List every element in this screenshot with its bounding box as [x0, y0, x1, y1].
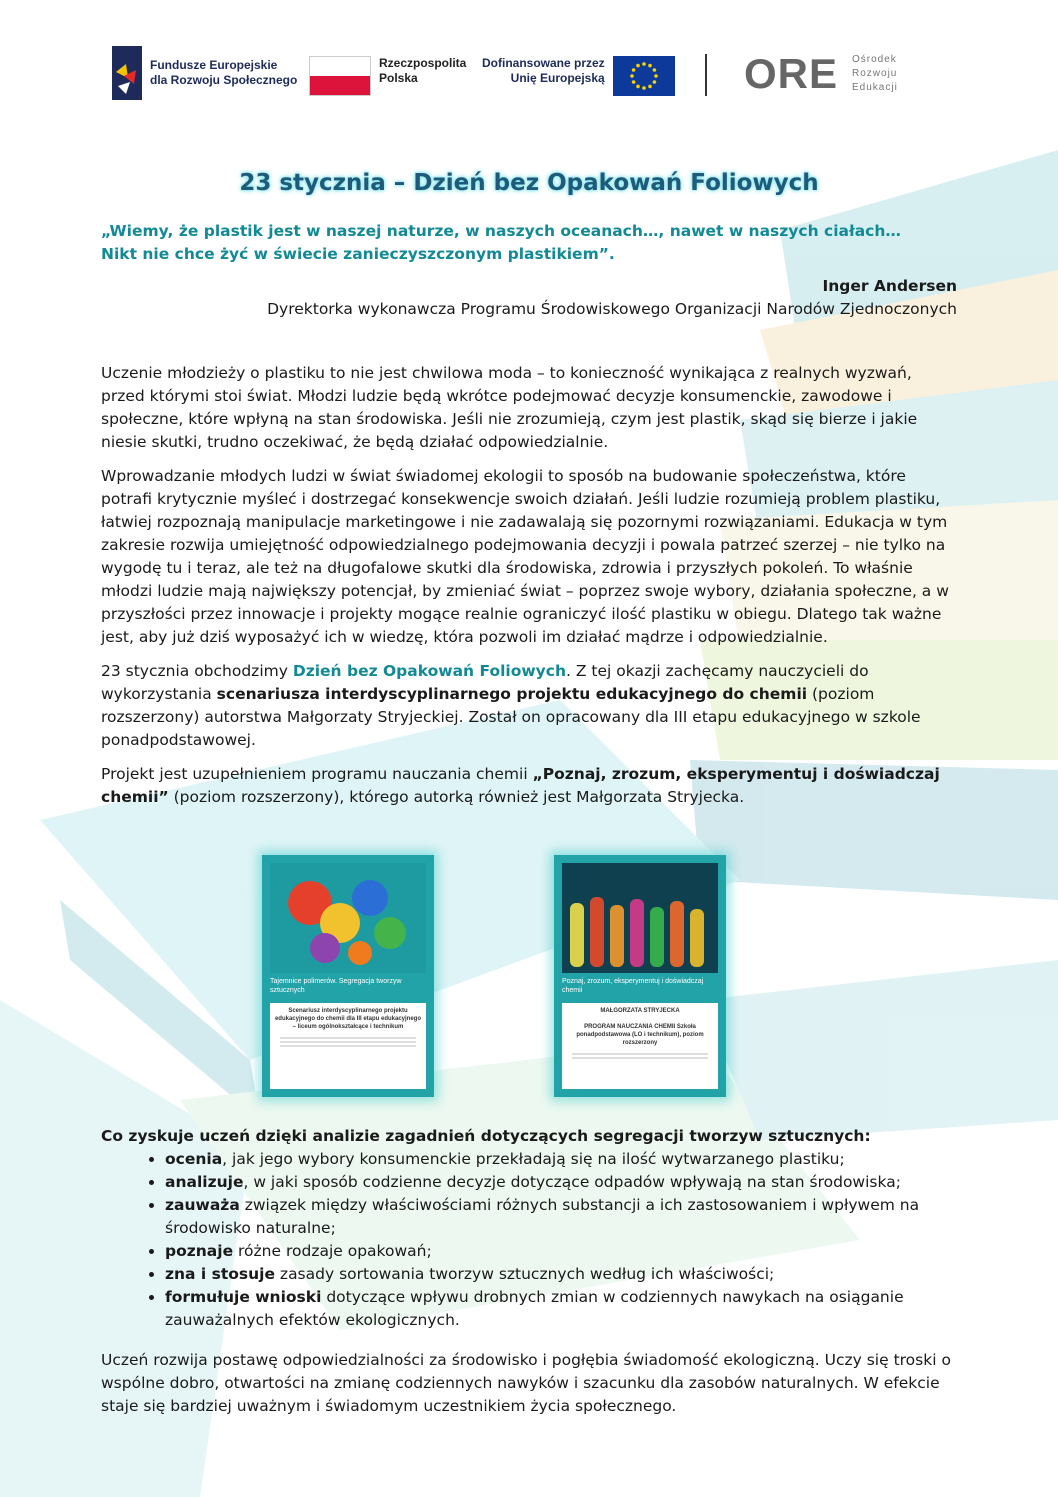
- scenario-cover-title: Tajemnice polimerów. Segregacja tworzyw sztucznych: [270, 978, 402, 994]
- scenario-cover[interactable]: [262, 855, 434, 1097]
- logo-separator: [705, 54, 707, 96]
- rp-line1: Rzeczpospolita: [379, 56, 467, 70]
- paragraph-4: [101, 763, 957, 809]
- item-text: , w jaki sposób codzienne decyzje dotyczące odpadów wpływają na stan środowiska;: [243, 1173, 901, 1191]
- p4-text-a: Projekt jest uzupełnieniem programu nauczania chemii: [101, 765, 533, 783]
- p3-text-e: (poziom rozszerzony) autorstwa Małgorzaty Stryjeckiej. Został on opracowany dla III etapu edukacyjnego w szkole ponadpodstawowej.: [101, 685, 921, 749]
- eu-flag-icon: [613, 56, 675, 96]
- author-role: Dyrektorka wykonawcza Programu Środowiskowego Organizacji Narodów Zjednoczonych: [267, 300, 957, 318]
- article-body: [101, 362, 957, 820]
- quote-author: [267, 275, 957, 321]
- list-item: [165, 1263, 957, 1286]
- program-cover-title: Poznaj, zrozum, eksperymentuj i doświadczaj chemii: [562, 978, 704, 994]
- fe-line1: Fundusze Europejskie: [150, 58, 278, 72]
- ue-line2: Unię Europejską: [510, 71, 605, 85]
- item-keyword: zna i stosuje: [165, 1265, 275, 1283]
- ue-line1: Dofinansowane przez: [482, 56, 605, 70]
- closing-paragraph: Uczeń rozwija postawę odpowiedzialności za środowisko i pogłębia świadomość ekologiczną. Uczy się troski o wspólne dobro, otwartości na zmianę codziennych nawyków i szacunku dla zasobów naturalnych. W efekcie staje się bardziej uważnym i świadomym uczestnikiem życia społecznego.: [101, 1351, 951, 1415]
- rp-line2: Polska: [379, 71, 418, 85]
- p3-text-c: . Z tej okazji zachęcamy nauczycieli do wykorzystania: [101, 662, 869, 703]
- item-keyword: analizuje: [165, 1173, 244, 1191]
- list-item: [165, 1171, 957, 1194]
- benefits-list: [101, 1148, 957, 1332]
- ore-line3: Edukacji: [852, 82, 898, 93]
- ore-logo: [744, 50, 898, 98]
- item-text: zasady sortowania tworzyw sztucznych według ich właściwości;: [275, 1265, 775, 1283]
- quote: [101, 220, 961, 266]
- list-item: [165, 1240, 957, 1263]
- program-title: „Poznaj, zrozum, eksperymentuj i doświadczaj chemii”: [101, 765, 940, 806]
- program-cover[interactable]: [554, 855, 726, 1097]
- program-cover-panel: [562, 1003, 718, 1089]
- scenario-cover-panel: [270, 1003, 426, 1089]
- author-name: Inger Andersen: [822, 277, 957, 295]
- item-text: dotyczące wpływu drobnych zmian w codziennych nawykach na osiąganie zauważalnych efektów ekologicznych.: [165, 1288, 904, 1329]
- rzeczpospolita-logo: [309, 56, 466, 96]
- item-keyword: poznaje: [165, 1242, 234, 1260]
- ue-logo: [482, 56, 675, 96]
- test-tubes-image: [562, 863, 718, 973]
- scenario-title: scenariusza interdyscyplinarnego projektu edukacyjnego do chemii: [216, 685, 808, 703]
- fe-line2: dla Rozwoju Społecznego: [150, 73, 298, 87]
- paragraph-2: Wprowadzanie młodych ludzi w świat świadomej ekologii to sposób na budowanie społeczeństwa, które potrafi krytycznie myśleć i dostrzegać konsekwencje swoich działań. Jeśli ludzie rozumieją problem plastiku, łatwiej rozpoznają manipulacje marketingowe i nie zadawalają się pozornymi rozwiązaniami. Edukacja w tym zakresie rozwija umiejętność odpowiedzialnego podejmowania decyzji i powala patrzeć szerzej – nie tylko na wygodę tu i teraz, ale też na długofalowe skutki dla środowiska, zdrowia i przyszłych pokoleń. To właśnie młodzi ludzie mają największy potencjał, by zmieniać świat – poprzez swoje wybory, działania społeczne, a w przyszłości przez innowacje i projekty mogące realnie ograniczyć ilość plastiku w obiegu. Dlatego tak ważne jest, aby już dziś wyposażyć ich w wiedzę, która pozwoli im działać mądrze i odpowiedzialnie.: [101, 467, 949, 646]
- program-cover-subtitle: PROGRAM NAUCZANIA CHEMII Szkoła ponadpodstawowa (LO i technikum), poziom rozszerzony: [576, 1024, 704, 1046]
- item-keyword: ocenia: [165, 1150, 223, 1168]
- ore-mark: ORE: [744, 50, 839, 97]
- polish-flag-icon: [309, 56, 371, 96]
- ore-line2: Rozwoju: [852, 68, 898, 79]
- publication-covers: [262, 855, 742, 1105]
- p3-text-a: 23 stycznia obchodzimy: [101, 662, 293, 680]
- item-keyword: zauważa: [165, 1196, 240, 1214]
- quote-line2: Nikt nie chce żyć w świecie zanieczyszczonym plastikiem”.: [101, 245, 615, 263]
- paragraph-3: [101, 660, 957, 752]
- benefits-section: [101, 1125, 957, 1332]
- plastic-toys-image: [270, 863, 426, 973]
- item-text: różne rodzaje opakowań;: [233, 1242, 432, 1260]
- paragraph-1: Uczenie młodzieży o plastiku to nie jest chwilowa moda – to konieczność wynikająca z realnych wyzwań, przed którymi stoi świat. Młodzi ludzie będą wkrótce podejmować decyzje konsumenckie, zawodowe i społeczne, które wpłyną na stan środowiska. Jeśli nie zrozumieją, czym jest plastik, skąd się bierze i jakie niesie skutki, trudno oczekiwać, że będą działać odpowiedzialnie.: [101, 364, 918, 451]
- item-keyword: formułuje wnioski: [165, 1288, 322, 1306]
- ore-line1: Ośrodek: [852, 54, 897, 65]
- fundusze-europejskie-logo: [112, 46, 297, 100]
- list-item: [165, 1194, 957, 1240]
- header-logos: [112, 44, 902, 104]
- list-item: [165, 1286, 957, 1332]
- benefits-heading: Co zyskuje uczeń dzięki analizie zagadnień dotyczących segregacji tworzyw sztucznych:: [101, 1127, 871, 1145]
- item-text: , jak jego wybory konsumenckie przekładają się na ilość wytwarzanego plastiku;: [222, 1150, 845, 1168]
- program-cover-author: MAŁGORZATA STRYJECKA: [600, 1008, 680, 1014]
- list-item: [165, 1148, 957, 1171]
- quote-line1: „Wiemy, że plastik jest w naszej naturze, w naszych oceanach…, nawet w naszych ciałach…: [101, 222, 901, 240]
- scenario-cover-subtitle: Scenariusz interdyscyplinarnego projektu edukacyjnego do chemii dla III etapu edukacyjnego – liceum ogólnokształcące i technikum: [274, 1008, 422, 1030]
- fe-emblem-icon: [112, 46, 142, 100]
- page-title: 23 stycznia – Dzień bez Opakowań Foliowych: [239, 170, 819, 196]
- holiday-name: Dzień bez Opakowań Foliowych: [292, 662, 567, 680]
- item-text: związek między właściwościami różnych substancji a ich zastosowaniem i wpływem na środowisko naturalne;: [165, 1196, 920, 1237]
- p4-text-c: (poziom rozszerzony), którego autorką również jest Małgorzata Stryjecka.: [168, 788, 745, 806]
